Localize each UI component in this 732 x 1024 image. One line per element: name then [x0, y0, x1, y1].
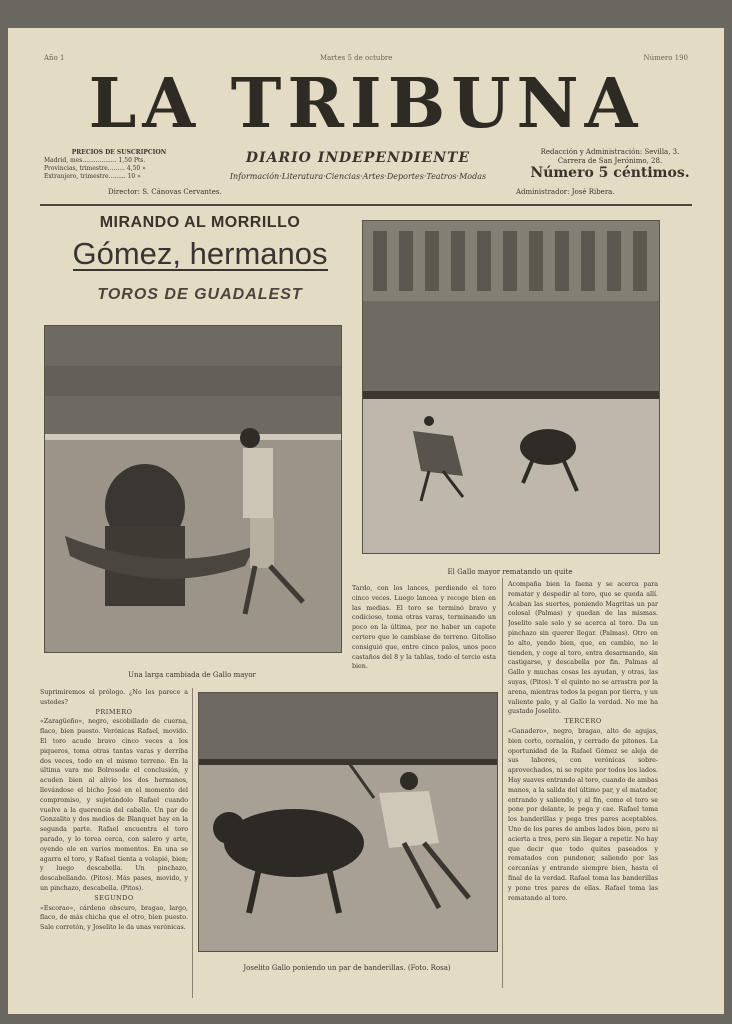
top-left-mark: Año 1 [44, 54, 65, 62]
subscription-row: Extranjero, trimestre......... 10 » [44, 173, 141, 180]
subscription-heading: PRECIOS DE SUSCRIPCION [71, 149, 167, 156]
issue-number: Número 190 [643, 54, 688, 62]
bullfight-photo-2 [363, 221, 659, 553]
section-heading-segundo: SEGUNDO [94, 893, 134, 902]
subscription-row: Provincias, trimestre......... 4,50 » [44, 165, 146, 172]
headline-text: Gómez, hermanos [72, 236, 328, 271]
sections-line: Información·Literatura·Ciencias·Artes·Deportes·Teatros·Modas [229, 172, 487, 181]
newspaper-page [8, 28, 724, 1014]
column-rule [192, 688, 193, 998]
article-headline [46, 236, 354, 272]
caption-photo-1: Una larga cambiada de Gallo mayor [128, 671, 256, 679]
right-paragraph: Acompaña bien la faena y se acerca para rematar y despedir al toro, que se queda allí. Acaban las suertes, poniendo Magritas un par colosal (Palmas) y quedan de las mismas. Joselito sale solo y se acerca al toro. Da un pinchazo sin querer llegar. (Palmas). Otro en lo alto, yendo bien, que, en cambio, no le tienden, y coge al toro, entra desarmando, sin castigarse, y descabella por fin. Palmas al Gallo y muchas cosas les ayudan, y otras, las suyas, (Pitos). Y el quinto no se arrastra por la arena, mientras todos la pegan por tierra, y un valiente palo, y al Gallo la verdad. No me ha gustado Joselito. [508, 581, 658, 716]
subscription-box [44, 149, 194, 181]
newspaper-subtitle: DIARIO INDEPENDIENTE [245, 150, 471, 166]
caption-photo-2: El Gallo mayor rematando un quite [447, 568, 573, 576]
intro-paragraph: Suprimiremos el prólogo. ¿No les parece a ustedes? [40, 689, 188, 706]
administrator-line: Administrador: José Ribera. [516, 188, 615, 196]
bullfight-photo-3 [199, 693, 497, 951]
column-rule [502, 578, 503, 988]
photo-larga-cambiada [44, 325, 342, 653]
masthead-title: LA TRIBUNA [88, 64, 644, 144]
article-kicker: MIRANDO AL MORRILLO [99, 214, 301, 231]
segundo-paragraph: «Escorao», cárdeno obscuro, bragao, largo, flaco, de más chicha que el otro, bien puesto. Sale corretón, y Joselito le da unas verónicas. [40, 904, 188, 932]
text-column-middle [352, 584, 496, 684]
section-heading-primero: PRIMERO [95, 707, 133, 716]
photo-rematando-quite [362, 220, 660, 554]
date-line: Martes 5 de octubre [320, 54, 393, 62]
tercero-paragraph: «Ganadero», negro, bragao, alto de agujas, bien corto, cornalón, y cerrado de pitones. La oportunidad de la Rafael Gómez se aleja de sus labores, con verónicas sobre-aprovechados, ni se repite por todos los lados. Hay suaves entrando al toro, cuando de ambas manos, a la salida del último par, y el matador, entrando y saliendo, y al fin, como el toro se pone por delante, le pega y cae. Rafael toma los banderillas y pega tres pares aceptables. Uno de los pares de ambos lados bien, pero ni acierta a tres, pero sin llegar a repetir. No hay que decir que todo quites paseados y rematados con pundonor, saliendo por las cercanías y entrando siempre bien, hasta el final de la verdad. Rafael toma las banderillas y pone tres pares de ellas. Rafael toma las rematando al toro. [508, 727, 658, 902]
masthead-right [525, 148, 695, 181]
redaccion-address: Redacción y Administración: Sevilla, 3. [540, 148, 680, 156]
section-heading-tercero: TERCERO [564, 717, 602, 726]
text-column-right [508, 580, 658, 1005]
director-line: Director: S. Cánovas Cervantes. [108, 188, 222, 196]
caption-photo-3: Joselito Gallo poniendo un par de banderillas. (Foto. Rosa) [243, 964, 451, 972]
subscription-row: Madrid, mes.................. 1,50 Pts. [44, 157, 146, 164]
price: Número 5 céntimos. [530, 165, 690, 181]
middle-paragraph: Tardo, con los lances, perdiendo el toro cinco veces. Luego lancea y recoge bien en las medias. El toro se terminó bravo y codicioso, toma otras varas, terminando un poco en la última, por no haber un capote certero que le cambiase de terreno. Gitoliso consiguió que, entre cinco palos, unos poco castaños del 8 y la tablas, todo el tercio esta bien. [352, 585, 496, 671]
photo-joselito-banderillas [198, 692, 498, 952]
article-subhead: TOROS DE GUADALEST [97, 286, 303, 303]
masthead-rule [40, 204, 692, 206]
text-column-left [40, 688, 188, 1003]
masthead-center [198, 150, 518, 181]
primero-paragraph: «Zaragüeño», negro, escobillado de cuerna, flaco, bien puesto. Verónicas Rafael, movido. El toro acude bravo cinco veces a los piqueros, toma otras tantas varas y derriba dos veces, todo en el mismo terreno. En la última vara me Bolrosode el conclusión, y acuden bien al alivio los dos hermanos, llevándose el bicho José en el momento del compromiso, y sujetándolo Rafael cuando vuelve a la querencia del caballo. Un par de Gonzalito y dos medios de Blanquet hay en la segunda parte. Rafael encuentra el toro parado, y lo torea cerca, con salero y arte, oyendo ole en varios momentos. En una se agarra el toro, y Rafael tienta a volapié, bien; y luego descabella. Un pinchazo, descabellando. (Pitos). Más pases, movido, y un pinchazo, descabella. (Pitos). [40, 718, 188, 892]
bullfight-photo-1 [45, 326, 341, 652]
carrera-address: Carrera de San Jerónimo, 28. [557, 157, 663, 165]
